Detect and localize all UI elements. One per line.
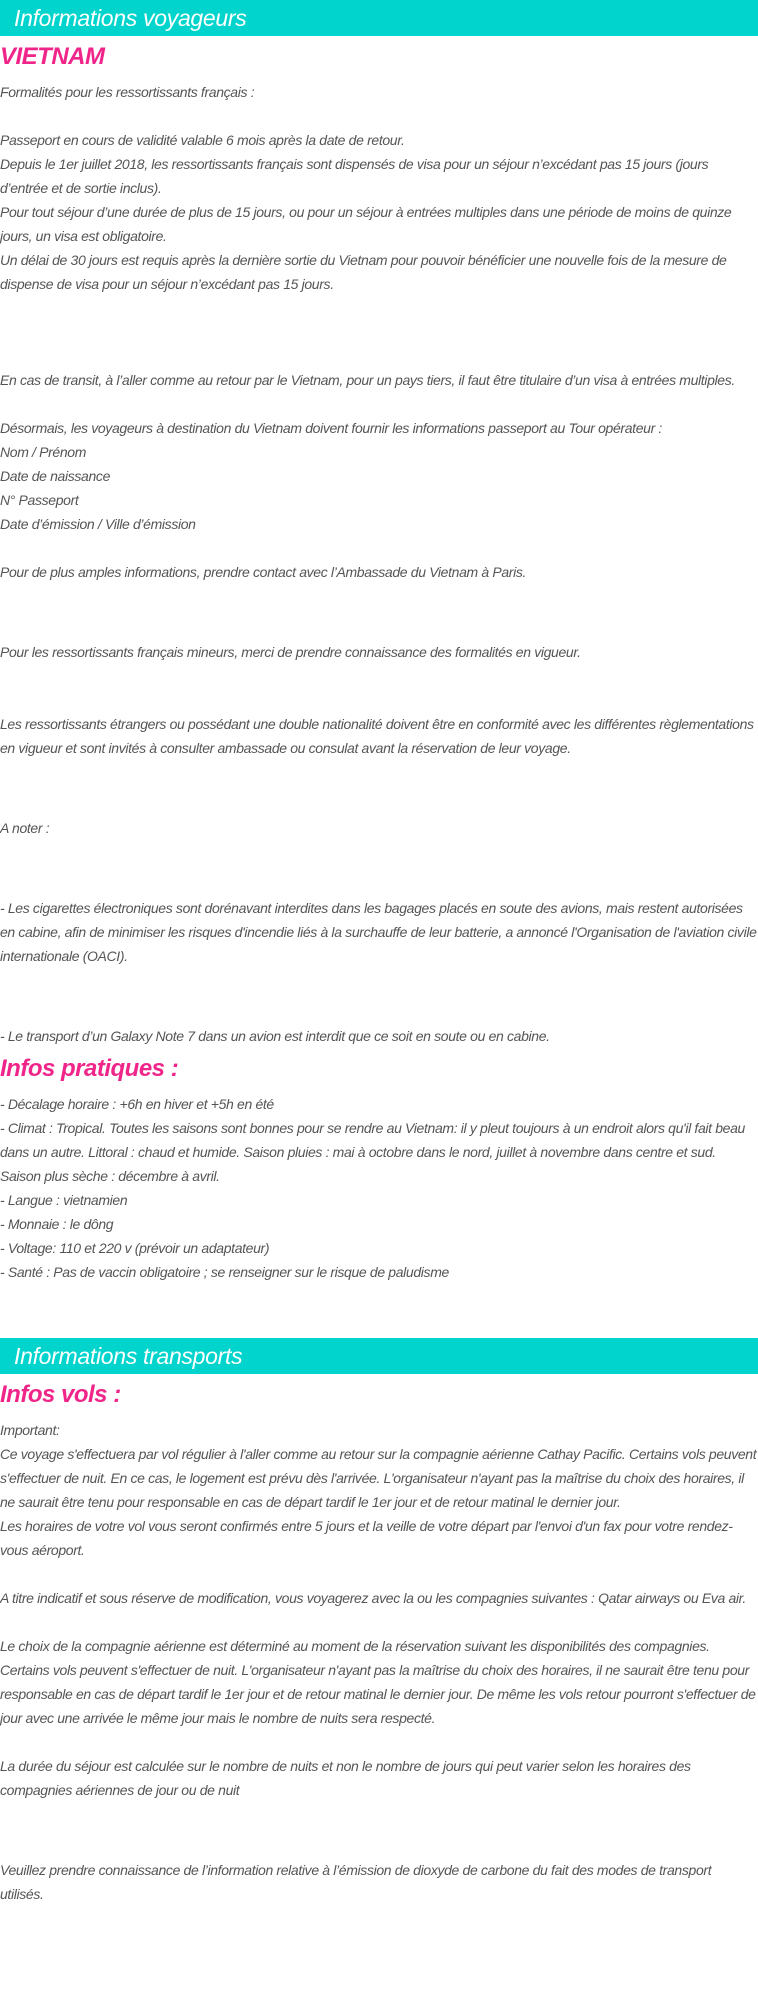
passport-info-item: N° Passeport bbox=[0, 492, 79, 508]
practical-info-title: Infos pratiques : bbox=[0, 1055, 179, 1082]
practical-item: - Voltage: 110 et 220 v (prévoir un adaptateur) bbox=[0, 1240, 270, 1256]
practical-info-list bbox=[0, 1084, 758, 1284]
section-transports bbox=[0, 1338, 758, 1906]
practical-item: - Climat : Tropical. Toutes les saisons sont bonnes pour se rendre au Vietnam: il y pleut toujours à un endroit alors qu'il fait beau dans un autre. Littoral : chaud et humide. Saison pluies : mai à octobre dans le nord, juillet à novembre dans centre et sud. Saison plus sèche : décembre à avril. bbox=[0, 1120, 745, 1184]
note-label: A noter : bbox=[0, 820, 50, 836]
passport-info-item: Date d’émission / Ville d’émission bbox=[0, 516, 196, 532]
note-galaxy: - Le transport d’un Galaxy Note 7 dans un avion est interdit que ce soit en soute ou en cabine. bbox=[0, 1028, 550, 1044]
flights-title: Infos vols : bbox=[0, 1381, 121, 1408]
co2-notice-text: Veuillez prendre connaissance de l’information relative à l’émission de dioxyde de carbone du fait des modes de transport utilisés. bbox=[0, 1862, 712, 1902]
formalities-block bbox=[0, 72, 758, 1048]
airlines-text: A titre indicatif et sous réserve de modification, vous voyagerez avec la ou les compagnies suivantes : Qatar airways ou Eva air. bbox=[0, 1590, 746, 1606]
embassy-text: Pour de plus amples informations, prendre contact avec l’Ambassade du Vietnam à Paris. bbox=[0, 564, 527, 580]
note-cigarettes: - Les cigarettes électroniques sont dorénavant interdites dans les bagages placés en soute des avions, mais restent autorisées en cabine, afin de minimiser les risques d'incendie liés à la surchauffe de leur batterie, a annoncé l'Organisation de l'aviation civile internationale (OACI). bbox=[0, 900, 757, 964]
country-title: VIETNAM bbox=[0, 43, 105, 70]
foreigners-text: Les ressortissants étrangers ou possédant une double nationalité doivent être en conformité avec les différentes règlementations en vigueur et sont invités à consulter ambassade ou consulat avant la réservation de leur voyage. bbox=[0, 716, 754, 756]
passport-info-item: Nom / Prénom bbox=[0, 444, 87, 460]
section-bar-transports bbox=[0, 1338, 758, 1374]
section-title: Informations transports bbox=[14, 1342, 243, 1369]
important-line: Ce voyage s'effectuera par vol régulier à l'aller comme au retour sur la compagnie aérienne Cathay Pacific. Certains vols peuvent s'effectuer de nuit. En ce cas, le logement est prévu dès l'arrivée. L'organisateur n'ayant pas la maîtrise du choix des horaires, il ne saurait être tenu pour responsable en cas de départ tardif le 1er jour et de retour matinal le dernier jour. bbox=[0, 1446, 757, 1510]
section-title: Informations voyageurs bbox=[14, 4, 247, 31]
practical-item: - Langue : vietnamien bbox=[0, 1192, 128, 1208]
formalities-line: Pour tout séjour d’une durée de plus de 15 jours, ou pour un séjour à entrées multiples dans une période de moins de quinze jours, un visa est obligatoire. bbox=[0, 204, 732, 244]
stay-duration-text: La durée du séjour est calculée sur le nombre de nuits et non le nombre de jours qui peut varier selon les horaires des compagnies aériennes de jour ou de nuit bbox=[0, 1758, 691, 1798]
practical-item: - Santé : Pas de vaccin obligatoire ; se renseigner sur le risque de paludisme bbox=[0, 1264, 449, 1280]
formalities-line: Passeport en cours de validité valable 6 mois après la date de retour. bbox=[0, 132, 405, 148]
formalities-line: Depuis le 1er juillet 2018, les ressortissants français sont dispensés de visa pour un séjour n’excédant pas 15 jours (jours d’entrée et de sortie inclus). bbox=[0, 156, 709, 196]
flights-block bbox=[0, 1410, 758, 1906]
transit-text: En cas de transit, à l’aller comme au retour par le Vietnam, pour un pays tiers, il faut être titulaire d’un visa à entrées multiples. bbox=[0, 372, 735, 388]
formalities-line: Un délai de 30 jours est requis après la dernière sortie du Vietnam pour pouvoir bénéficier une nouvelle fois de la mesure de dispense de visa pour un séjour n’excédant pas 15 jours. bbox=[0, 252, 727, 292]
passport-info-intro: Désormais, les voyageurs à destination du Vietnam doivent fournir les informations passeport au Tour opérateur : bbox=[0, 420, 662, 436]
passport-info-item: Date de naissance bbox=[0, 468, 111, 484]
important-label: Important: bbox=[0, 1422, 60, 1438]
practical-item: - Monnaie : le dông bbox=[0, 1216, 114, 1232]
section-bar-travelers bbox=[0, 0, 758, 36]
minors-text: Pour les ressortissants français mineurs, merci de prendre connaissance des formalités en vigueur. bbox=[0, 644, 581, 660]
airline-choice-text: Le choix de la compagnie aérienne est déterminé au moment de la réservation suivant les disponibilités des compagnies. Certains vols peuvent s'effectuer de nuit. L'organisateur n'ayant pas la maîtrise du choix des horaires, il ne saurait être tenu pour responsable en cas de départ tardif le 1er jour et de retour matinal le dernier jour. De même les vols retour pourront s'effectuer de jour avec une arrivée le même jour mais le nombre de nuits sera respecté. bbox=[0, 1638, 756, 1726]
important-line: Les horaires de votre vol vous seront confirmés entre 5 jours et la veille de votre départ par l'envoi d'un fax pour votre rendez-vous aéroport. bbox=[0, 1518, 733, 1558]
practical-item: - Décalage horaire : +6h en hiver et +5h en été bbox=[0, 1096, 274, 1112]
formalities-intro: Formalités pour les ressortissants français : bbox=[0, 84, 255, 100]
